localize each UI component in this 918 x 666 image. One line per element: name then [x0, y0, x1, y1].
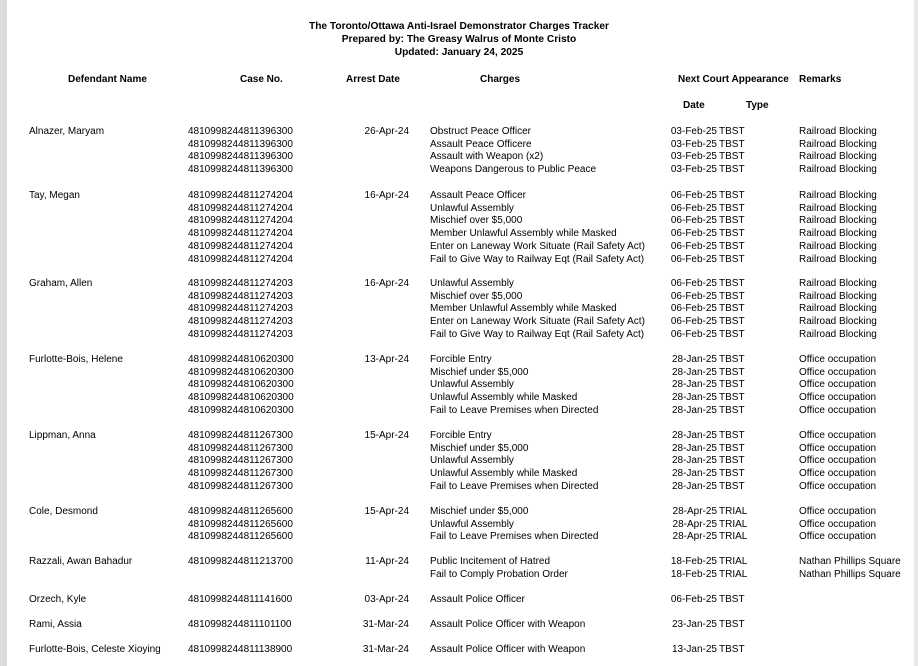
case-number: 4810998244811267300	[188, 443, 293, 454]
remark: Office occupation	[799, 455, 877, 466]
court-date: 28-Jan-25	[671, 455, 717, 466]
remark: Office occupation	[799, 392, 877, 403]
court-date: 06-Feb-25	[670, 190, 717, 201]
court-type: TBST	[719, 303, 745, 314]
case-number: 4810998244810620300	[188, 367, 294, 378]
remark: Office occupation	[799, 443, 877, 454]
court-date: 03-Feb-25	[670, 151, 717, 162]
court-date: 28-Apr-25	[672, 519, 717, 530]
charge-description: Mischief under $5,000	[430, 506, 529, 517]
arrest-date: 16-Apr-24	[364, 278, 409, 289]
court-type: TBST	[719, 164, 745, 175]
court-date: 06-Feb-25	[670, 329, 717, 340]
court-date: 23-Jan-25	[671, 619, 717, 630]
remark: Railroad Blocking	[799, 228, 877, 239]
remark: Railroad Blocking	[799, 203, 877, 214]
charge-description: Assault Police Officer	[430, 594, 525, 605]
court-type: TBST	[719, 139, 745, 150]
charge-description: Forcible Entry	[430, 430, 492, 441]
court-date: 03-Feb-25	[670, 139, 717, 150]
defendant-name: Rami, Assia	[29, 619, 82, 630]
remark: Railroad Blocking	[799, 126, 877, 137]
remark: Railroad Blocking	[799, 303, 877, 314]
court-type: TBST	[719, 455, 745, 466]
court-type: TBST	[719, 619, 745, 630]
charge-description: Obstruct Peace Officer	[430, 126, 531, 137]
defendant-name: Tay, Megan	[29, 190, 80, 201]
court-date: 06-Feb-25	[670, 594, 717, 605]
case-number: 4810998244811141600	[188, 594, 293, 605]
court-type: TBST	[719, 481, 745, 492]
court-date: 28-Jan-25	[671, 367, 717, 378]
charge-description: Member Unlawful Assembly while Masked	[430, 228, 617, 239]
court-type: TBST	[719, 329, 745, 340]
case-number: 4810998244811396300	[188, 139, 293, 150]
charge-description: Unlawful Assembly	[430, 455, 514, 466]
remark: Office occupation	[799, 405, 877, 416]
remark: Railroad Blocking	[799, 316, 877, 327]
case-number: 4810998244811265600	[188, 519, 293, 530]
court-type: TBST	[719, 228, 745, 239]
court-date: 28-Jan-25	[671, 481, 717, 492]
court-type: TBST	[719, 254, 745, 265]
defendant-name: Graham, Allen	[29, 278, 93, 289]
case-number: 4810998244810620300	[188, 392, 294, 403]
charge-description: Assault Peace Officer	[430, 190, 526, 201]
court-date: 28-Jan-25	[671, 354, 717, 365]
court-type: TRIAL	[719, 569, 748, 580]
case-number: 4810998244811101100	[188, 619, 292, 630]
remark: Office occupation	[799, 430, 877, 441]
court-date: 28-Jan-25	[671, 379, 717, 390]
remark: Office occupation	[799, 519, 877, 530]
case-number: 4810998244811274204	[188, 190, 293, 201]
charge-description: Weapons Dangerous to Public Peace	[430, 164, 597, 175]
column-header-next-court: Next Court Appearance	[678, 74, 789, 85]
charge-description: Unlawful Assembly	[430, 278, 514, 289]
case-number: 4810998244811265600	[188, 506, 293, 517]
charge-description: Unlawful Assembly	[430, 203, 514, 214]
charge-description: Fail to Leave Premises when Directed	[430, 531, 599, 542]
charge-description: Mischief over $5,000	[430, 215, 523, 226]
remark: Office occupation	[799, 481, 877, 492]
court-type: TRIAL	[719, 531, 748, 542]
court-type: TBST	[719, 151, 745, 162]
court-type: TBST	[719, 291, 745, 302]
column-subheader-type: Type	[746, 100, 769, 111]
remark: Railroad Blocking	[799, 241, 877, 252]
court-date: 13-Jan-25	[671, 644, 717, 655]
arrest-date: 15-Apr-24	[364, 430, 409, 441]
charge-description: Assault Police Officer with Weapon	[430, 619, 586, 630]
charge-description: Assault Peace Officere	[430, 139, 532, 150]
remark: Railroad Blocking	[799, 278, 877, 289]
charge-description: Fail to Leave Premises when Directed	[430, 405, 599, 416]
court-date: 06-Feb-25	[670, 215, 717, 226]
charge-description: Unlawful Assembly while Masked	[430, 468, 578, 479]
remark: Office occupation	[799, 379, 877, 390]
charge-description: Unlawful Assembly while Masked	[430, 392, 578, 403]
court-type: TRIAL	[719, 506, 748, 517]
case-number: 4810998244811274204	[188, 254, 293, 265]
court-type: TBST	[719, 644, 745, 655]
charge-description: Mischief under $5,000	[430, 443, 529, 454]
court-date: 06-Feb-25	[670, 241, 717, 252]
right-page-margin	[914, 0, 918, 666]
arrest-date: 15-Apr-24	[364, 506, 409, 517]
defendant-name: Furlotte-Bois, Celeste Xioying	[29, 644, 161, 655]
court-date: 06-Feb-25	[670, 303, 717, 314]
court-date: 06-Feb-25	[670, 254, 717, 265]
case-number: 4810998244811267300	[188, 481, 293, 492]
court-date: 18-Feb-25	[670, 556, 717, 567]
remark: Railroad Blocking	[799, 190, 877, 201]
charge-description: Unlawful Assembly	[430, 519, 514, 530]
defendant-name: Orzech, Kyle	[29, 594, 87, 605]
court-type: TBST	[719, 594, 745, 605]
charge-description: Unlawful Assembly	[430, 379, 514, 390]
court-date: 28-Jan-25	[671, 468, 717, 479]
court-date: 28-Jan-25	[671, 443, 717, 454]
court-date: 28-Apr-25	[672, 531, 717, 542]
case-number: 4810998244811274203	[188, 329, 293, 340]
case-number: 4810998244811274204	[188, 241, 293, 252]
remark: Office occupation	[799, 506, 877, 517]
charge-description: Assault Police Officer with Weapon	[430, 644, 586, 655]
court-type: TBST	[719, 379, 745, 390]
remark: Railroad Blocking	[799, 291, 877, 302]
case-number: 4810998244811267300	[188, 468, 293, 479]
defendant-name: Alnazer, Maryam	[29, 126, 105, 137]
charge-description: Fail to Give Way to Railway Eqt (Rail Safety Act)	[430, 254, 645, 265]
case-number: 4810998244811396300	[188, 126, 293, 137]
updated-date: Updated: January 24, 2025	[394, 47, 524, 58]
document-title: The Toronto/Ottawa Anti-Israel Demonstrator Charges Tracker	[308, 21, 610, 32]
case-number: 4810998244811274203	[188, 316, 293, 327]
arrest-date: 31-Mar-24	[362, 619, 409, 630]
court-date: 03-Feb-25	[670, 164, 717, 175]
remark: Nathan Phillips Square	[799, 556, 901, 567]
charge-description: Fail to Give Way to Railway Eqt (Rail Safety Act)	[430, 329, 645, 340]
remark: Office occupation	[799, 354, 877, 365]
case-number: 4810998244811274203	[188, 278, 293, 289]
remark: Railroad Blocking	[799, 139, 877, 150]
case-number: 4810998244811396300	[188, 151, 293, 162]
case-number: 4810998244811274203	[188, 291, 293, 302]
case-number: 4810998244811213700	[188, 556, 293, 567]
charge-description: Public Incitement of Hatred	[430, 556, 551, 567]
court-date: 18-Feb-25	[670, 569, 717, 580]
case-number: 4810998244810620300	[188, 379, 294, 390]
column-subheader-date: Date	[683, 100, 705, 111]
court-type: TBST	[719, 443, 745, 454]
charge-description: Enter on Laneway Work Situate (Rail Safety Act)	[430, 316, 645, 327]
arrest-date: 26-Apr-24	[364, 126, 409, 137]
charge-description: Member Unlawful Assembly while Masked	[430, 303, 617, 314]
court-type: TBST	[719, 203, 745, 214]
remark: Railroad Blocking	[799, 329, 877, 340]
defendant-name: Cole, Desmond	[29, 506, 98, 517]
case-number: 4810998244811274204	[188, 203, 293, 214]
court-type: TRIAL	[719, 519, 748, 530]
court-date: 28-Apr-25	[672, 506, 717, 517]
court-type: TBST	[719, 354, 745, 365]
court-type: TBST	[719, 405, 745, 416]
case-number: 4810998244811274204	[188, 228, 293, 239]
remark: Office occupation	[799, 531, 877, 542]
case-number: 4810998244811265600	[188, 531, 293, 542]
charge-description: Fail to Leave Premises when Directed	[430, 481, 599, 492]
column-header-charges: Charges	[480, 74, 521, 85]
charge-description: Mischief under $5,000	[430, 367, 529, 378]
remark: Office occupation	[799, 468, 877, 479]
court-type: TBST	[719, 278, 745, 289]
court-date: 06-Feb-25	[670, 291, 717, 302]
remark: Railroad Blocking	[799, 254, 877, 265]
case-number: 4810998244810620300	[188, 405, 294, 416]
court-type: TBST	[719, 241, 745, 252]
court-date: 28-Jan-25	[671, 405, 717, 416]
defendant-name: Furlotte-Bois, Helene	[29, 354, 123, 365]
arrest-date: 03-Apr-24	[364, 594, 409, 605]
case-number: 4810998244810620300	[188, 354, 294, 365]
defendant-name: Lippman, Anna	[29, 430, 96, 441]
court-date: 06-Feb-25	[670, 203, 717, 214]
column-header-case-no: Case No.	[240, 74, 283, 85]
remark: Railroad Blocking	[799, 215, 877, 226]
court-date: 06-Feb-25	[670, 316, 717, 327]
charge-description: Mischief over $5,000	[430, 291, 523, 302]
remark: Office occupation	[799, 367, 877, 378]
court-type: TRIAL	[719, 556, 748, 567]
charge-description: Enter on Laneway Work Situate (Rail Safety Act)	[430, 241, 645, 252]
court-type: TBST	[719, 126, 745, 137]
remark: Railroad Blocking	[799, 164, 877, 175]
charge-description: Fail to Comply Probation Order	[430, 569, 568, 580]
arrest-date: 11-Apr-24	[365, 556, 409, 567]
prepared-by: Prepared by: The Greasy Walrus of Monte Cristo	[341, 34, 577, 45]
arrest-date: 13-Apr-24	[364, 354, 409, 365]
remark: Railroad Blocking	[799, 151, 877, 162]
defendant-name: Razzali, Awan Bahadur	[29, 556, 133, 567]
court-type: TBST	[719, 392, 745, 403]
case-number: 4810998244811267300	[188, 430, 293, 441]
column-header-remarks: Remarks	[799, 74, 842, 85]
charge-description: Forcible Entry	[430, 354, 492, 365]
court-type: TBST	[719, 430, 745, 441]
case-number: 4810998244811267300	[188, 455, 293, 466]
court-type: TBST	[719, 367, 745, 378]
court-date: 06-Feb-25	[670, 228, 717, 239]
court-type: TBST	[719, 468, 745, 479]
case-number: 4810998244811274204	[188, 215, 293, 226]
column-header-defendant: Defendant Name	[68, 74, 147, 85]
case-number: 4810998244811138900	[188, 644, 293, 655]
court-date: 28-Jan-25	[671, 430, 717, 441]
court-date: 28-Jan-25	[671, 392, 717, 403]
court-type: TBST	[719, 316, 745, 327]
court-type: TBST	[719, 215, 745, 226]
arrest-date: 16-Apr-24	[364, 190, 409, 201]
court-date: 03-Feb-25	[670, 126, 717, 137]
remark: Nathan Phillips Square	[799, 569, 901, 580]
court-date: 06-Feb-25	[670, 278, 717, 289]
case-number: 4810998244811274203	[188, 303, 293, 314]
arrest-date: 31-Mar-24	[362, 644, 409, 655]
charge-description: Assault with Weapon (x2)	[430, 151, 544, 162]
court-type: TBST	[719, 190, 745, 201]
column-header-arrest-date: Arrest Date	[346, 74, 400, 85]
left-page-margin	[0, 0, 7, 666]
case-number: 4810998244811396300	[188, 164, 293, 175]
